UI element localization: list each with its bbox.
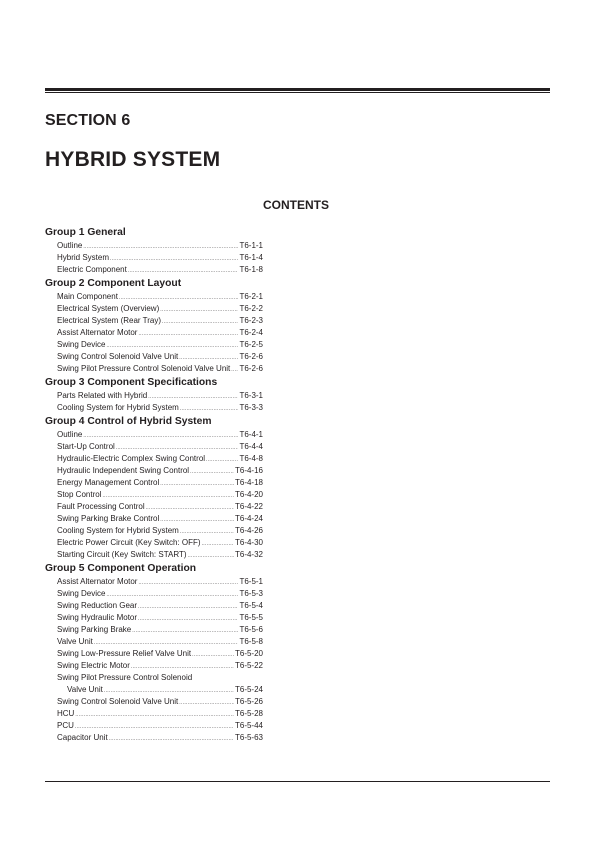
toc-group-title: Group 4 Control of Hybrid System	[45, 416, 212, 427]
toc-group	[45, 376, 263, 414]
toc-entry-label: Outline	[57, 241, 83, 250]
toc-entry-label: Swing Pilot Pressure Control Solenoid Valve Unit	[57, 364, 231, 373]
toc-entry[interactable]	[45, 315, 263, 327]
toc-entry-label: Outline	[57, 430, 83, 439]
toc-entry-page: T6-2-5	[239, 340, 263, 349]
toc-entry-label: Swing Parking Brake	[57, 625, 132, 634]
toc-leader-dots	[138, 601, 238, 613]
toc-group-title: Group 1 General	[45, 227, 126, 238]
toc-entry-page: T6-5-8	[239, 637, 263, 646]
toc-entry-page: T6-5-63	[234, 733, 263, 742]
toc-entry-label: Swing Control Solenoid Valve Unit	[57, 352, 179, 361]
toc-entry[interactable]	[45, 390, 263, 402]
toc-entry-page: T6-4-22	[234, 502, 263, 511]
footer-rule	[45, 781, 550, 782]
toc-group-title: Group 3 Component Specifications	[45, 377, 218, 388]
toc-entry-label: Swing Low-Pressure Relief Valve Unit	[57, 649, 192, 658]
toc-entry[interactable]	[45, 720, 263, 732]
toc-entry-page: T6-5-28	[234, 709, 263, 718]
toc-entry[interactable]	[45, 696, 263, 708]
toc-group-title: Group 5 Component Operation	[45, 563, 197, 574]
toc-group	[45, 226, 263, 276]
toc-entry[interactable]	[45, 453, 263, 465]
toc-entry-label: Swing Device	[57, 340, 106, 349]
toc-entry-page: T6-5-1	[239, 577, 263, 586]
toc-entry-page: T6-5-26	[234, 697, 263, 706]
toc-leader-dots	[192, 649, 234, 661]
toc-entry-page: T6-2-6	[239, 352, 263, 361]
toc-entry[interactable]	[45, 402, 263, 414]
toc-entry[interactable]	[45, 441, 263, 453]
toc-entry-label: Electrical System (Overview)	[57, 304, 160, 313]
toc-entry-page: T6-2-3	[239, 316, 263, 325]
toc-entry-page: T6-4-30	[234, 538, 263, 547]
toc-entry[interactable]	[45, 684, 263, 696]
toc-entry[interactable]	[45, 636, 263, 648]
toc-entry-page: T6-4-1	[239, 430, 263, 439]
toc-entry[interactable]	[45, 429, 263, 441]
toc-entry-label: Capacitor Unit	[57, 733, 108, 742]
toc-group-title: Group 2 Component Layout	[45, 278, 182, 289]
toc-entry-label: Swing Device	[57, 589, 106, 598]
toc-entry-label: Parts Related with Hybrid	[57, 391, 148, 400]
toc-entry-page: T6-2-6	[239, 364, 263, 373]
toc-entry[interactable]	[45, 549, 263, 561]
toc-group	[45, 277, 263, 375]
toc-entry-page: T6-4-4	[239, 442, 263, 451]
toc-entry-label: Starting Circuit (Key Switch: START)	[57, 550, 187, 559]
toc-entry-page: T6-1-1	[239, 241, 263, 250]
toc-entry-label: Valve Unit	[57, 637, 93, 646]
toc-entry-label: Hydraulic-Electric Complex Swing Control	[57, 454, 206, 463]
toc-leader-dots	[75, 709, 234, 721]
toc-entry[interactable]	[45, 537, 263, 549]
toc-entry[interactable]	[45, 264, 263, 276]
toc-entry[interactable]	[45, 477, 263, 489]
toc-entry[interactable]	[45, 339, 263, 351]
toc-leader-dots	[190, 466, 234, 478]
toc-leader-dots	[109, 733, 234, 745]
toc-entry[interactable]	[45, 489, 263, 501]
toc-leader-dots	[231, 364, 238, 376]
toc-entry-label: Fault Processing Control	[57, 502, 145, 511]
toc-entry-label: Stop Control	[57, 490, 102, 499]
toc-entry[interactable]	[45, 363, 263, 375]
toc-entry[interactable]	[45, 648, 263, 660]
toc-group	[45, 562, 263, 744]
toc-entry-page: T6-4-18	[234, 478, 263, 487]
toc-leader-dots	[138, 577, 238, 589]
toc-entry-page: T6-4-26	[234, 526, 263, 535]
toc-entry-page: T6-4-24	[234, 514, 263, 523]
toc-entry-label: Electrical System (Rear Tray)	[57, 316, 162, 325]
toc-leader-dots	[162, 316, 238, 328]
toc-entry[interactable]	[45, 240, 263, 252]
toc-entry-page: T6-5-44	[234, 721, 263, 730]
toc-entry[interactable]	[45, 303, 263, 315]
toc-entry-label: Energy Management Control	[57, 478, 160, 487]
toc-entry-label: Start-Up Control	[57, 442, 115, 451]
toc-entry[interactable]	[45, 588, 263, 600]
toc-entry-page: T6-5-6	[239, 625, 263, 634]
toc-leader-dots	[132, 625, 238, 637]
toc-entry-label: Swing Electric Motor	[57, 661, 130, 670]
table-of-contents	[45, 226, 263, 744]
toc-entry[interactable]	[45, 600, 263, 612]
toc-entry-label: Cooling System for Hybrid System	[57, 403, 179, 412]
toc-entry-label: Swing Control Solenoid Valve Unit	[57, 697, 179, 706]
toc-entry-label: PCU	[57, 721, 74, 730]
toc-entry-label: Electric Power Circuit (Key Switch: OFF)	[57, 538, 201, 547]
toc-entry[interactable]	[45, 576, 263, 588]
toc-entry[interactable]	[45, 612, 263, 624]
toc-entry-page: T6-2-4	[239, 328, 263, 337]
toc-entry-page: T6-1-8	[239, 265, 263, 274]
toc-entry[interactable]	[45, 525, 263, 537]
toc-entry-page: T6-4-8	[239, 454, 263, 463]
toc-entry[interactable]	[45, 660, 263, 672]
toc-entry-label: Swing Parking Brake Control	[57, 514, 160, 523]
toc-leader-dots	[179, 697, 234, 709]
toc-entry-label: Swing Reduction Gear	[57, 601, 138, 610]
toc-entry-label: Hydraulic Independent Swing Control	[57, 466, 190, 475]
toc-entry[interactable]	[45, 672, 263, 684]
toc-entry-page: T6-3-3	[239, 403, 263, 412]
toc-entry-page: T6-4-20	[234, 490, 263, 499]
section-label: SECTION 6	[45, 112, 131, 129]
toc-entry-page: T6-5-4	[239, 601, 263, 610]
toc-entry[interactable]	[45, 624, 263, 636]
toc-entry-page: T6-5-3	[239, 589, 263, 598]
toc-entry-page: T6-4-16	[234, 466, 263, 475]
toc-entry-label: Hybrid System	[57, 253, 110, 262]
toc-group	[45, 415, 263, 561]
toc-entry[interactable]	[45, 351, 263, 363]
toc-entry[interactable]	[45, 708, 263, 720]
toc-entry-label: Main Component	[57, 292, 118, 301]
toc-entry[interactable]	[45, 252, 263, 264]
contents-heading: CONTENTS	[263, 198, 329, 212]
toc-entry-label: Assist Alternator Motor	[57, 328, 138, 337]
toc-entry[interactable]	[45, 501, 263, 513]
toc-entry-page: T6-5-22	[234, 661, 263, 670]
toc-entry[interactable]	[45, 732, 263, 744]
toc-entry-label: Valve Unit	[67, 685, 103, 694]
toc-entry-label: HCU	[57, 709, 75, 718]
toc-entry-label: Cooling System for Hybrid System	[57, 526, 179, 535]
toc-leader-dots	[110, 253, 238, 265]
toc-entry-page: T6-5-24	[234, 685, 263, 694]
toc-leader-dots	[160, 304, 238, 316]
toc-entry-label: Swing Pilot Pressure Control Solenoid	[57, 673, 193, 682]
toc-entry-label: Electric Component	[57, 265, 127, 274]
toc-entry-page: T6-5-5	[239, 613, 263, 622]
toc-entry-page: T6-5-20	[234, 649, 263, 658]
toc-leader-dots	[160, 478, 234, 490]
header-rule-thin	[45, 92, 550, 93]
toc-leader-dots	[180, 403, 239, 415]
toc-entry[interactable]	[45, 327, 263, 339]
toc-entry-page: T6-2-1	[239, 292, 263, 301]
header-rule-thick	[45, 88, 550, 91]
toc-entry-page: T6-4-32	[234, 550, 263, 559]
toc-leader-dots	[188, 550, 234, 562]
toc-entry-page: T6-1-4	[239, 253, 263, 262]
toc-entry[interactable]	[45, 291, 263, 303]
section-title: HYBRID SYSTEM	[45, 148, 221, 171]
toc-leader-dots	[138, 328, 238, 340]
toc-leader-dots	[128, 265, 239, 277]
toc-entry-label: Swing Hydraulic Motor	[57, 613, 138, 622]
toc-leader-dots	[138, 613, 238, 625]
toc-entry[interactable]	[45, 465, 263, 477]
toc-entry-label: Assist Alternator Motor	[57, 577, 138, 586]
toc-leader-dots	[202, 538, 234, 550]
toc-entry-page: T6-2-2	[239, 304, 263, 313]
toc-entry-page: T6-3-1	[239, 391, 263, 400]
toc-entry[interactable]	[45, 513, 263, 525]
toc-leader-dots	[206, 454, 238, 466]
